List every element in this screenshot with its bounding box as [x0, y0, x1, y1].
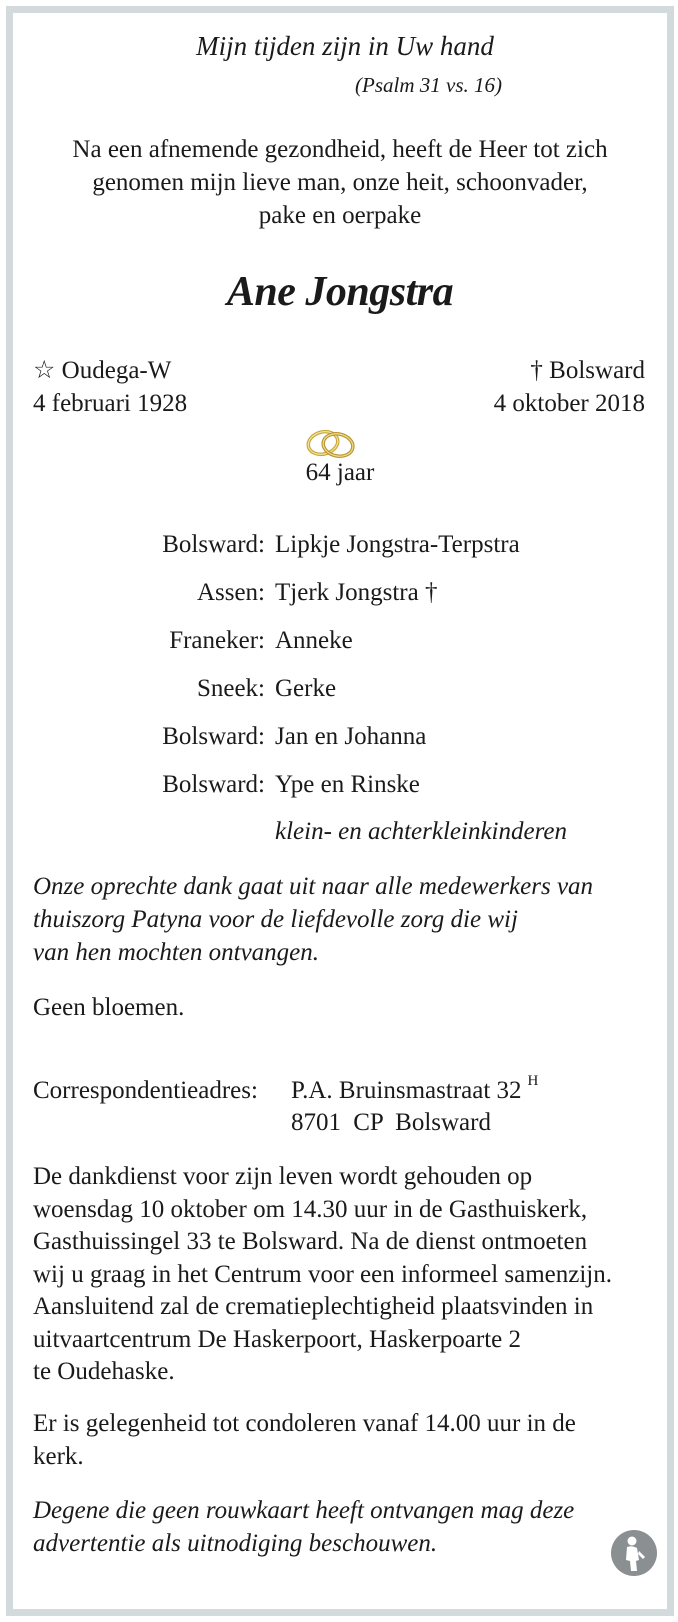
service-line: Aansluitend zal de crematieplechtigheid plaatsvinden in	[33, 1293, 594, 1320]
family-names: Jan en Johanna	[275, 723, 427, 750]
intro-line: Na een afnemende gezondheid, heeft de Heer tot zich	[72, 136, 608, 163]
service-line: te Oudehaske.	[33, 1358, 175, 1385]
family-names: Tjerk Jongstra †	[275, 579, 438, 606]
condolence-line: Er is gelegenheid tot condoleren vanaf 14.00 uur in de	[33, 1410, 576, 1437]
family-place: Bolsward:	[162, 771, 265, 798]
family-names: Gerke	[275, 675, 337, 702]
mourning-figure-logo-icon	[610, 1529, 658, 1577]
invitation-line: advertentie als uitnodiging beschouwen.	[33, 1529, 438, 1557]
correspondence-street	[291, 1073, 539, 1105]
service-line: De dankdienst voor zijn leven wordt gehouden op	[33, 1163, 533, 1190]
intro-line: genomen mijn lieve man, onze heit, schoonvader,	[92, 169, 588, 196]
family-place: Franeker:	[169, 627, 265, 654]
birth-info	[33, 354, 187, 420]
service-line: uitvaartcentrum De Haskerpoort, Haskerpoarte 2	[33, 1325, 522, 1353]
correspondence-label: Correspondentieadres:	[33, 1077, 258, 1104]
condolence-text	[33, 1408, 653, 1473]
obituary-card	[6, 6, 674, 1616]
invitation-line: Degene die geen rouwkaart heeft ontvangen mag deze	[33, 1497, 575, 1524]
family-place: Bolsward:	[162, 531, 265, 558]
wedding-rings-icon	[301, 423, 361, 463]
birth-date: 4 februari 1928	[33, 390, 188, 417]
marriage-years: 64 jaar	[305, 459, 375, 486]
family-names: Anneke	[275, 627, 353, 654]
grandchildren: klein- en achterkleinkinderen	[275, 818, 567, 845]
thanks-line: van hen mochten ontvangen.	[33, 939, 320, 966]
deceased-name: Ane Jongstra	[226, 269, 454, 315]
death-place: † Bolsward	[530, 357, 645, 384]
condolence-line: kerk.	[33, 1442, 84, 1470]
family-names: Ype en Rinske	[275, 771, 420, 798]
no-flowers-note: Geen bloemen.	[33, 994, 185, 1021]
service-text	[33, 1161, 653, 1389]
thanks-line: thuiszorg Patyna voor de liefdevolle zorg die wij	[33, 906, 518, 933]
house-number-suffix: H	[527, 1073, 539, 1089]
death-date: 4 oktober 2018	[493, 390, 645, 417]
street: P.A. Bruinsmastraat 32	[291, 1077, 522, 1104]
psalm-reference: (Psalm 31 vs. 16)	[355, 73, 502, 97]
intro-text	[13, 133, 667, 232]
intro-line: pake en oerpake	[258, 202, 422, 229]
thanks-line: Onze oprechte dank gaat uit naar alle medewerkers van	[33, 873, 594, 900]
service-line: wij u graag in het Centrum voor een informeel samenzijn.	[33, 1260, 612, 1288]
family-names: Lipkje Jongstra-Terpstra	[275, 531, 520, 558]
invitation-text	[33, 1495, 653, 1560]
service-line: woensdag 10 oktober om 14.30 uur in de Gasthuiskerk,	[33, 1195, 588, 1223]
family-place: Assen:	[196, 579, 265, 606]
service-line: Gasthuissingel 33 te Bolsward. Na de dienst ontmoeten	[33, 1228, 588, 1255]
correspondence-postal: 8701 CP Bolsward	[291, 1109, 491, 1136]
birth-place: ☆ Oudega-W	[33, 357, 172, 384]
motto: Mijn tijden zijn in Uw hand	[196, 31, 494, 61]
thanks-text	[33, 870, 653, 969]
family-place: Bolsward:	[162, 723, 265, 750]
death-info	[494, 354, 645, 420]
family-place: Sneek:	[196, 675, 265, 702]
